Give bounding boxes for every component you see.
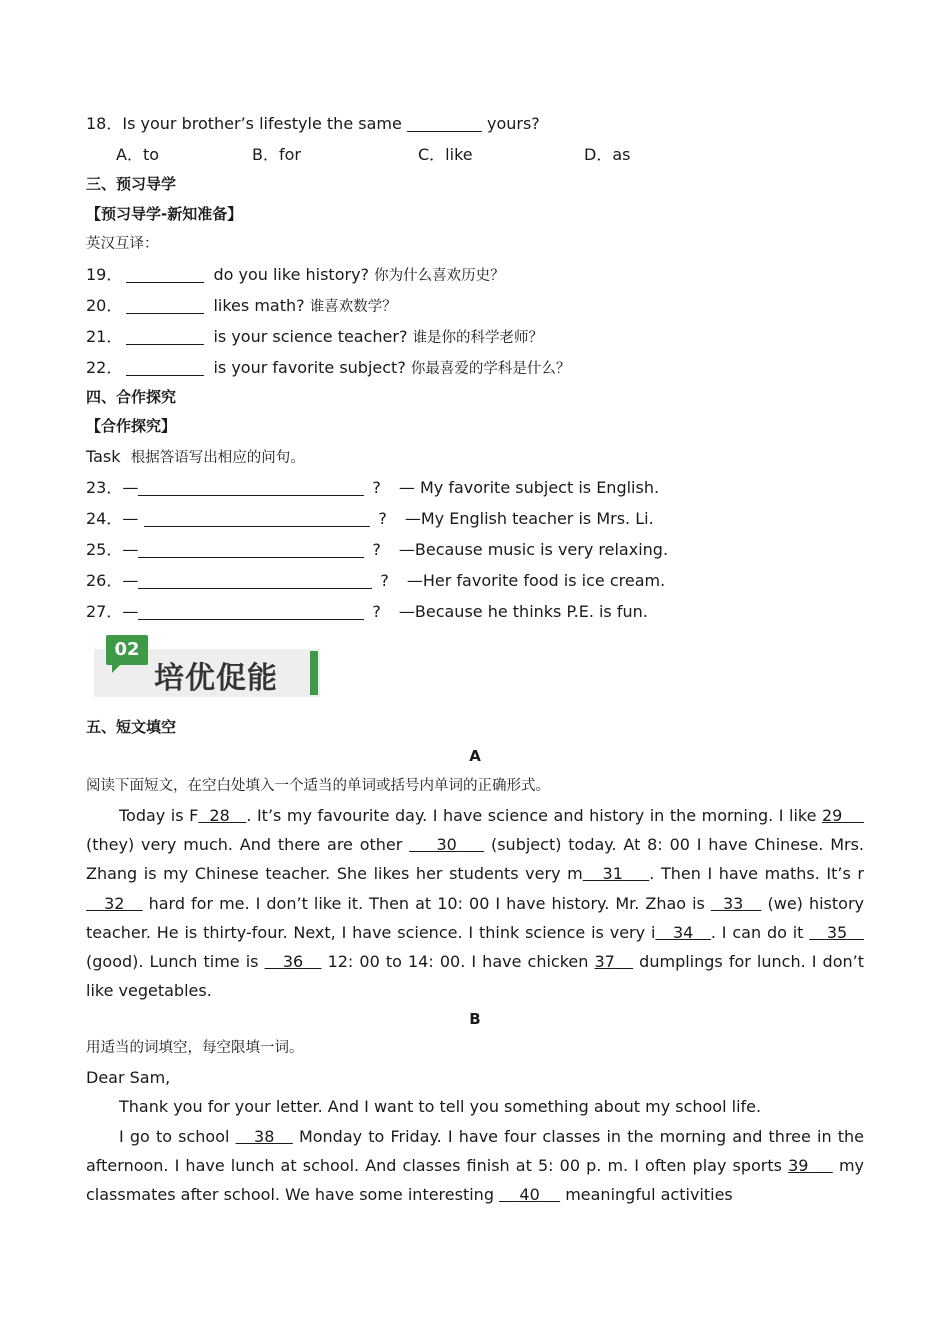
blank-36[interactable]: 36 xyxy=(282,952,304,972)
q19-blank[interactable] xyxy=(126,265,204,283)
task-line xyxy=(86,441,864,472)
question-24: 24．— ? —My English teacher is Mrs. Li. xyxy=(86,509,654,528)
q18-blank[interactable] xyxy=(407,114,482,132)
q27-blank[interactable] xyxy=(138,602,364,620)
q21-english: is your science teacher? xyxy=(213,327,408,346)
q-number: 24． xyxy=(86,509,123,528)
blank-32[interactable]: 32 xyxy=(104,893,125,913)
q-number: 21． xyxy=(86,327,123,346)
blank-31[interactable]: 31 xyxy=(602,864,623,884)
section-banner xyxy=(94,631,320,707)
blank-39[interactable]: 39 xyxy=(788,1155,809,1175)
q19-chinese: 你为什么喜欢历史？ xyxy=(374,268,505,284)
q18-stem: 18．Is your brother’s lifestyle the same xyxy=(86,114,407,133)
section5-heading: 五、短文填空 xyxy=(86,718,177,736)
q-number: 20． xyxy=(86,296,123,315)
blank-40[interactable]: 40 xyxy=(519,1185,540,1205)
q27-answer: —Because he thinks P.E. is fun. xyxy=(398,602,648,621)
part-b-instruction: 用适当的词填空，每空限填一词。 xyxy=(86,1040,304,1057)
q25-blank[interactable] xyxy=(138,540,364,558)
task-text: 根据答语写出相应的问句。 xyxy=(130,450,305,466)
blank-29[interactable]: 29 xyxy=(821,806,843,825)
q18-options xyxy=(86,139,864,170)
worksheet-page xyxy=(86,108,864,1209)
q25-answer: —Because music is very relaxing. xyxy=(398,540,669,559)
question-20 xyxy=(86,290,864,321)
question-26: 26．— ? —Her favorite food is ice cream. xyxy=(86,571,666,590)
option-a[interactable]: A．to xyxy=(116,145,160,164)
question-23: 23．— ? — My favorite subject is English. xyxy=(86,478,660,497)
q-number: 25． xyxy=(86,540,123,559)
question-19 xyxy=(86,259,864,290)
section3-instruction: 英汉互译： xyxy=(86,236,159,252)
blank-34[interactable]: 34 xyxy=(672,922,694,942)
q23-blank[interactable] xyxy=(138,478,364,496)
q-number: 19． xyxy=(86,265,123,284)
q21-chinese: 谁是你的科学老师？ xyxy=(412,330,544,346)
option-c[interactable]: C．like xyxy=(418,145,473,164)
q26-answer: —Her favorite food is ice cream. xyxy=(406,571,666,590)
option-d[interactable]: D．as xyxy=(584,145,631,164)
blank-30[interactable]: 30 xyxy=(436,835,457,855)
q21-blank[interactable] xyxy=(126,327,204,345)
q-number: 26． xyxy=(86,571,123,590)
blank-35[interactable]: 35 xyxy=(826,922,848,942)
task-label: Task xyxy=(86,447,121,466)
section3-heading: 三、预习导学 xyxy=(86,175,177,193)
blank-28[interactable]: 28 xyxy=(209,806,230,825)
letter-paragraph-1: Thank you for your letter. And I want to tell you something about my school life. xyxy=(119,1097,762,1117)
part-a-instruction: 阅读下面短文，在空白处填入一个适当的单词或括号内单词的正确形式。 xyxy=(86,778,550,794)
q24-answer: —My English teacher is Mrs. Li. xyxy=(404,509,654,528)
letter-greeting: Dear Sam, xyxy=(86,1068,171,1088)
q18-stem-end: yours? xyxy=(481,114,540,133)
section3-subheading: 【预习导学-新知准备】 xyxy=(86,205,243,223)
q19-english: do you like history? xyxy=(213,265,370,284)
option-b[interactable]: B．for xyxy=(252,145,301,164)
question-18 xyxy=(86,108,864,139)
part-a-label: A xyxy=(469,747,481,765)
q22-chinese: 你最喜爱的学科是什么？ xyxy=(410,361,571,377)
section4-subheading: 【合作探究】 xyxy=(86,417,177,435)
part-b-passage: Thank you for your letter. And I want to tell you something about my school life. I go to school 38 Monday to Friday. I have four classes in the morning and three in the afternoon. I have lunch at school. And classes finish at 5: 00 p. m. I often play sports 39 my classmates after school. We have some interesting 40 meaningful activities xyxy=(86,1092,864,1209)
banner-title: 培优促能 xyxy=(154,661,278,696)
question-22 xyxy=(86,352,864,383)
blank-33[interactable]: 33 xyxy=(723,893,744,913)
question-25: 25．— ? —Because music is very relaxing. xyxy=(86,540,669,559)
q20-chinese: 谁喜欢数学？ xyxy=(309,299,397,315)
blank-37[interactable]: 37 xyxy=(594,952,615,972)
q-number: 23． xyxy=(86,478,123,497)
question-21 xyxy=(86,321,864,352)
banner-bar xyxy=(310,651,318,695)
section4-heading: 四、合作探究 xyxy=(86,388,177,406)
q20-english: likes math? xyxy=(213,296,305,315)
q-number: 27． xyxy=(86,602,123,621)
part-b-label: B xyxy=(469,1010,481,1029)
question-27: 27．— ? —Because he thinks P.E. is fun. xyxy=(86,602,648,621)
q22-english: is your favorite subject? xyxy=(213,358,406,377)
q20-blank[interactable] xyxy=(126,296,204,314)
banner-badge: 02 xyxy=(106,635,148,665)
part-a-passage: Today is F 28 . It’s my favourite day. I have science and history in the morning. I like 29 (they) very much. And there are other 30 (subject) today. At 8: 00 I have Chinese. Mrs. Zhang is my Chinese teacher. She likes her students very m 31 . Then I have maths. It’s r 32 hard for me. I don’t like it. Then at 10: 00 I have history. Mr. Zhao is 33 (we) history teacher. He is thirty-four. Next, I have science. I think science is very i 34 . I can do it 35 (good). Lunch time is 36 12: 00 to 14: 00. I have chicken 37 dumplings for lunch. I don’t like vegetables. xyxy=(86,806,865,1001)
q23-answer: — My favorite subject is English. xyxy=(398,478,660,497)
q-number: 22． xyxy=(86,358,123,377)
q22-blank[interactable] xyxy=(126,358,204,376)
blank-38[interactable]: 38 xyxy=(254,1126,275,1146)
q24-blank[interactable] xyxy=(144,509,370,527)
q26-blank[interactable] xyxy=(138,571,372,589)
